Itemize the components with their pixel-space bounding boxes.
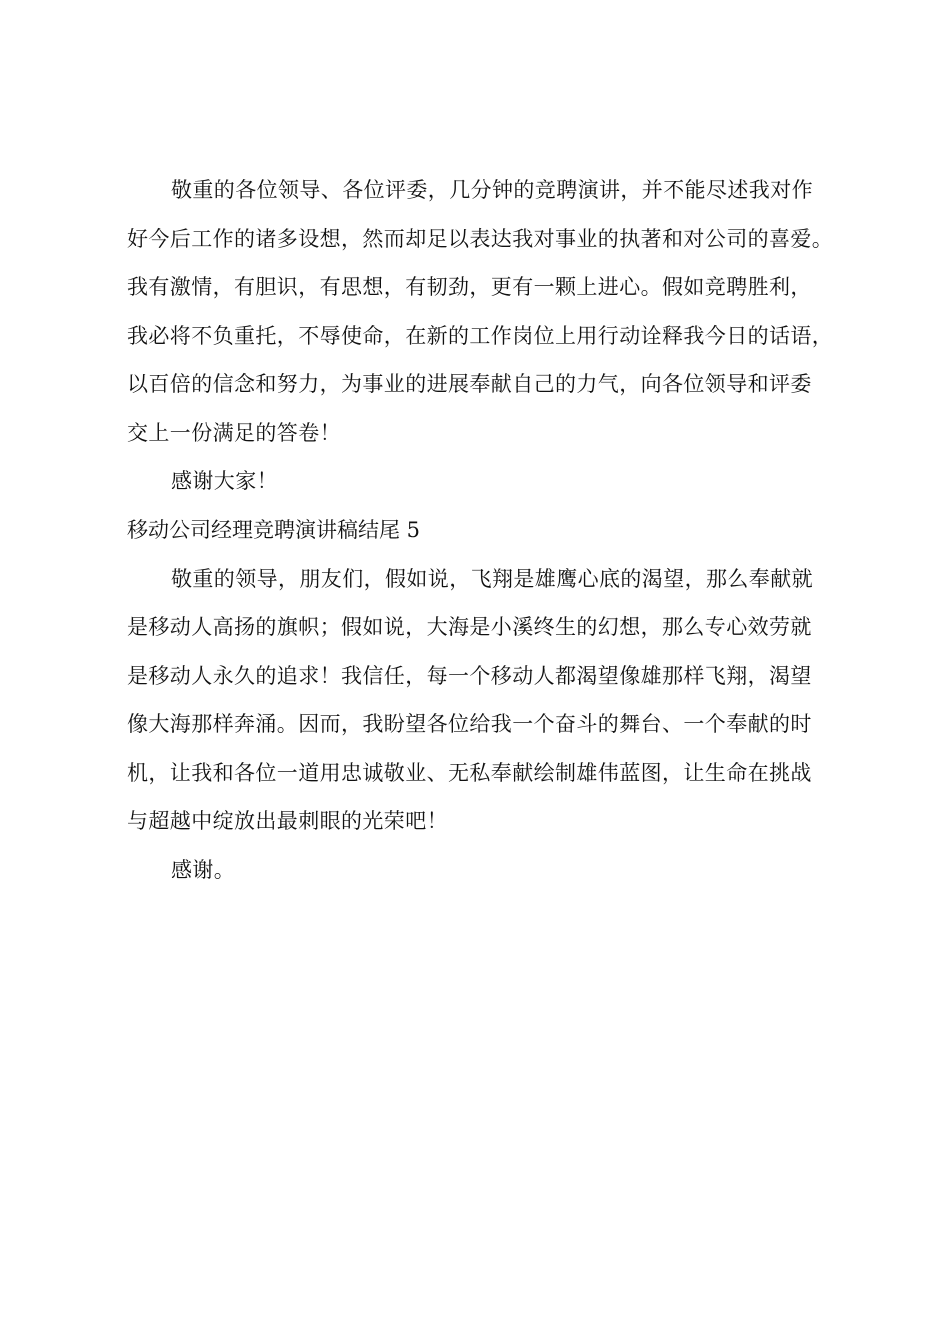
paragraph-line: 敬重的领导，朋友们，假如说，飞翔是雄鹰心底的渴望，那么奉献就 — [171, 566, 813, 591]
paragraph-mobile-speech — [127, 555, 835, 846]
paragraph-closing-remarks — [127, 166, 835, 457]
document-body — [127, 166, 835, 894]
section-title: 移动公司经理竞聘演讲稿结尾 5 — [127, 517, 421, 542]
thanks-line: 感谢。 — [171, 857, 236, 882]
paragraph-line: 与超越中绽放出最刺眼的光荣吧！ — [127, 809, 448, 833]
paragraph-line: 交上一份满足的答卷！ — [127, 420, 341, 445]
paragraph-line: 我有激情，有胆识，有思想，有韧劲，更有一颗上进心。假如竞聘胜利， — [127, 275, 812, 299]
paragraph-line: 是移动人永久的追求！我信任，每一个移动人都渴望像雄那样飞翔，渴望 — [127, 663, 812, 688]
paragraph-line: 我必将不负重托，不辱使命，在新的工作岗位上用行动诠释我今日的话语， — [127, 323, 834, 348]
paragraph-line: 像大海那样奔涌。因而，我盼望各位给我一个奋斗的舞台、一个奉献的时 — [127, 712, 812, 736]
paragraph-line: 敬重的各位领导、各位评委，几分钟的竞聘演讲，并不能尽述我对作 — [171, 178, 813, 202]
paragraph-line: 是移动人高扬的旗帜；假如说，大海是小溪终生的幻想，那么专心效劳就 — [127, 615, 812, 639]
thanks-line: 感谢大家！ — [171, 469, 278, 493]
paragraph-line: 好今后工作的诸多设想，然而却足以表达我对事业的执著和对公司的喜爱。 — [127, 226, 834, 251]
paragraph-line: 机，让我和各位一道用忠诚敬业、无私奉献绘制雄伟蓝图，让生命在挑战 — [127, 760, 812, 785]
paragraph-line: 以百倍的信念和努力，为事业的进展奉献自己的力气，向各位领导和评委 — [127, 372, 812, 396]
